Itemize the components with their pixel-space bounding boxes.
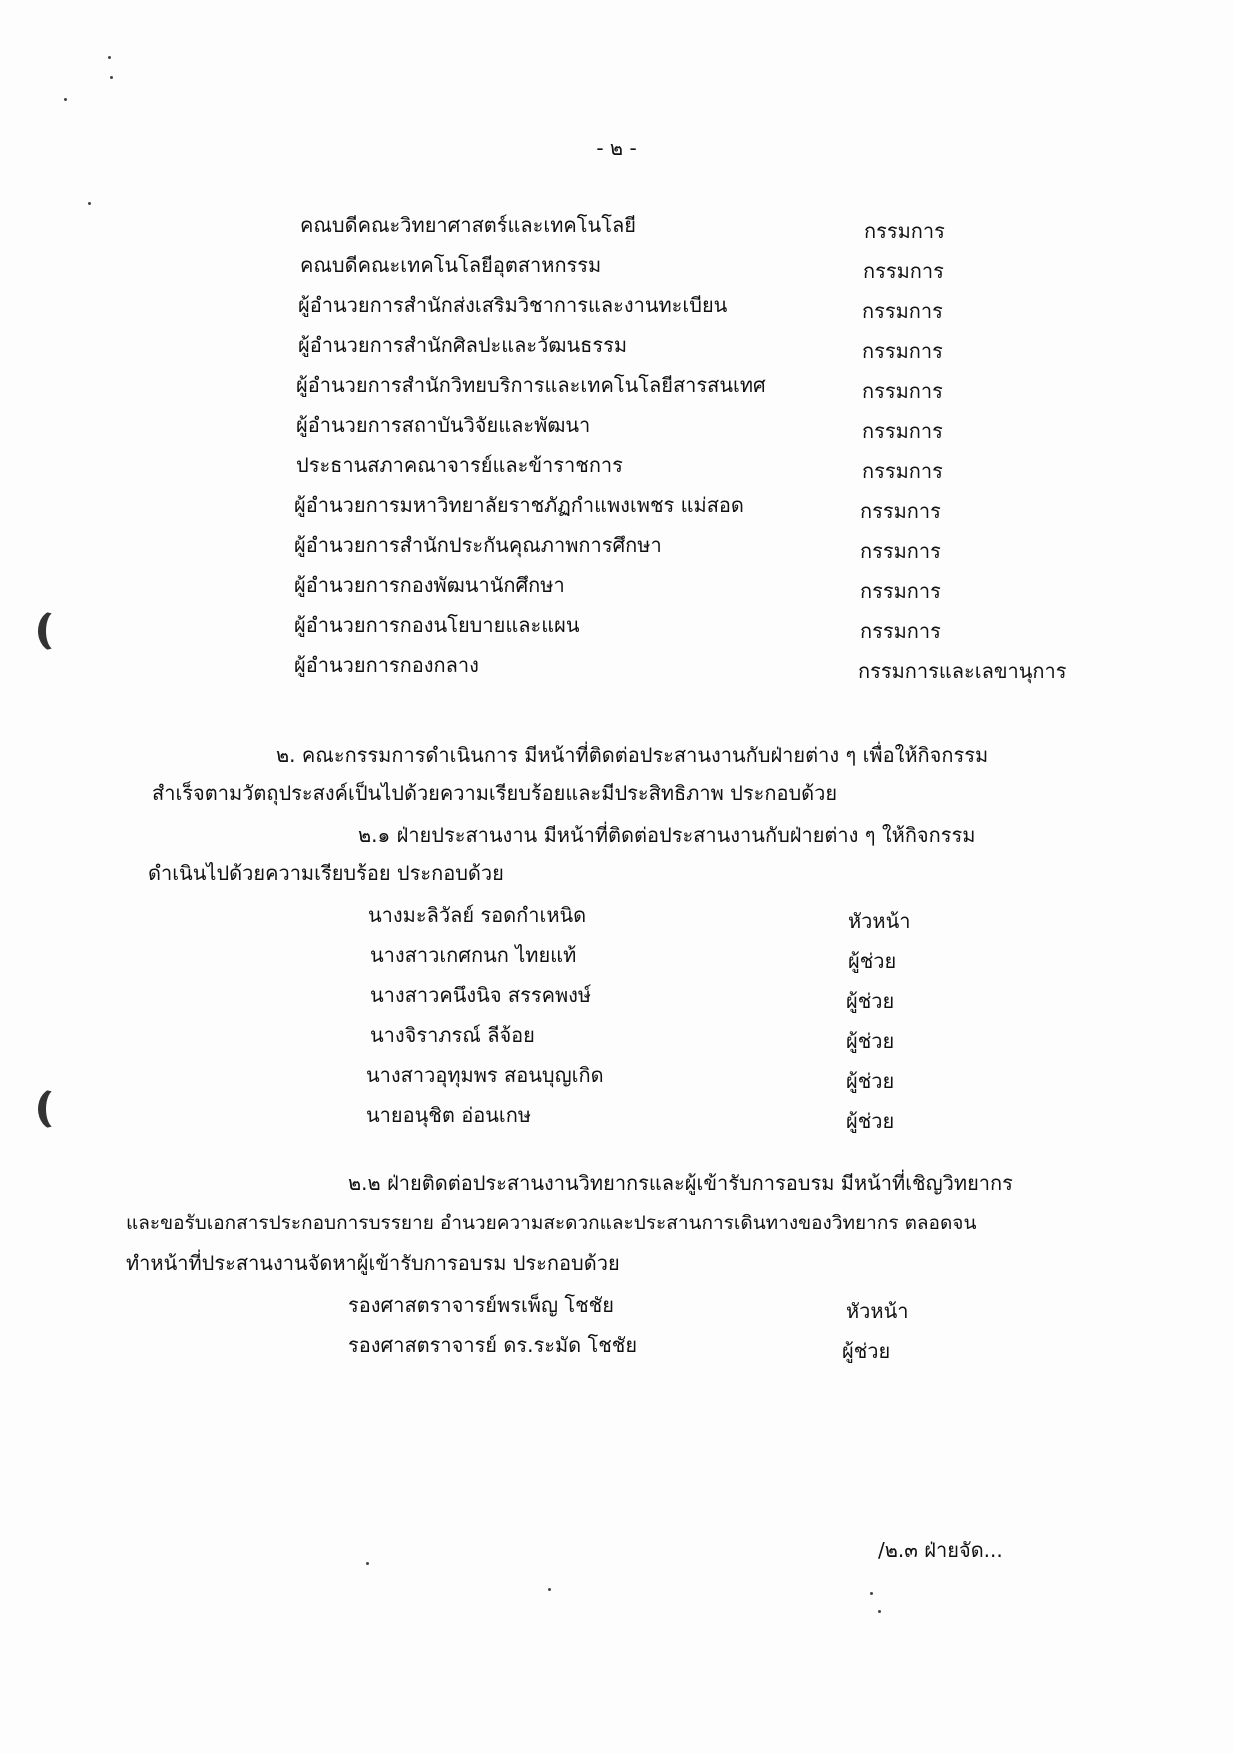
member-name: ผู้อำนวยการสำนักประกันคุณภาพการศึกษา <box>294 533 662 557</box>
member-name: ผู้อำนวยการกองกลาง <box>294 653 479 677</box>
member-name: รองศาสตราจารย์พรเพ็ญ โชชัย <box>348 1293 614 1317</box>
list-item <box>366 1058 926 1092</box>
list-item <box>300 208 960 242</box>
member-name: คณบดีคณะวิทยาศาสตร์และเทคโนโลยี <box>300 213 636 237</box>
list-item <box>370 938 930 972</box>
list-item <box>348 1328 908 1362</box>
list-item <box>298 288 958 322</box>
member-role: กรรมการ <box>860 619 941 643</box>
member-name: ผู้อำนวยการกองพัฒนานักศึกษา <box>294 573 565 597</box>
section-2-line-2: สำเร็จตามวัตถุประสงค์เป็นไปด้วยความเรียบร้อยและมีประสิทธิภาพ ประกอบด้วย <box>152 781 838 805</box>
scan-speck <box>870 1592 873 1595</box>
list-item <box>298 328 958 362</box>
list-item <box>294 488 954 522</box>
member-name: ผู้อำนวยการสำนักศิลปะและวัฒนธรรม <box>298 333 628 357</box>
list-item <box>300 248 960 282</box>
punch-hole-mark <box>38 610 72 652</box>
member-role: กรรมการ <box>863 259 944 283</box>
scan-speck <box>878 1610 881 1613</box>
member-role: กรรมการ <box>860 499 941 523</box>
continuation-note: /๒.๓ ฝ่ายจัด... <box>878 1538 1003 1562</box>
section-2-2-line-2: และขอรับเอกสารประกอบการบรรยาย อำนวยความสะดวกและประสานการเดินทางของวิทยากร ตลอดจน <box>126 1212 977 1234</box>
list-item <box>296 408 956 442</box>
member-name: ผู้อำนวยการสถาบันวิจัยและพัฒนา <box>296 413 591 437</box>
member-role: ผู้ช่วย <box>842 1339 891 1363</box>
scan-speck <box>108 56 111 59</box>
member-role: หัวหน้า <box>846 1299 909 1323</box>
member-name: นางสาวเกศกนก ไทยแท้ <box>370 943 577 967</box>
scan-speck <box>366 1562 369 1565</box>
section-2-2-line-1: ๒.๒ ฝ่ายติดต่อประสานงานวิทยากรและผู้เข้ารับการอบรม มีหน้าที่เชิญวิทยากร <box>348 1171 1013 1195</box>
list-item <box>296 368 956 402</box>
scan-speck <box>64 98 67 101</box>
section-2-1-line-2: ดำเนินไปด้วยความเรียบร้อย ประกอบด้วย <box>148 861 504 885</box>
section-2-2-line-3: ทำหน้าที่ประสานงานจัดหาผู้เข้ารับการอบรม ประกอบด้วย <box>126 1251 620 1275</box>
member-name: รองศาสตราจารย์ ดร.ระมัด โชชัย <box>348 1333 638 1357</box>
page-number: - ๒ - <box>596 136 637 160</box>
member-role: ผู้ช่วย <box>846 1109 895 1133</box>
list-item <box>294 648 1074 682</box>
member-role: กรรมการ <box>862 419 943 443</box>
member-name: ผู้อำนวยการสำนักส่งเสริมวิชาการและงานทะเบียน <box>298 293 728 317</box>
list-item <box>296 448 956 482</box>
list-item <box>294 608 954 642</box>
member-name: นายอนุชิต อ่อนเกษ <box>366 1103 532 1127</box>
member-role: กรรมการและเลขานุการ <box>858 659 1067 683</box>
section-2-1-line-1: ๒.๑ ฝ่ายประสานงาน มีหน้าที่ติดต่อประสานงานกับฝ่ายต่าง ๆ ให้กิจกรรม <box>358 823 976 847</box>
member-name: นางสาวคนึงนิจ สรรคพงษ์ <box>370 983 592 1007</box>
member-role: กรรมการ <box>862 459 943 483</box>
member-name: คณบดีคณะเทคโนโลยีอุตสาหกรรม <box>300 253 602 277</box>
scan-speck <box>548 1588 551 1591</box>
member-role: ผู้ช่วย <box>846 989 895 1013</box>
list-item <box>370 978 930 1012</box>
list-item <box>370 1018 930 1052</box>
member-role: กรรมการ <box>862 339 943 363</box>
list-item <box>294 568 954 602</box>
member-role: ผู้ช่วย <box>848 949 897 973</box>
member-name: ผู้อำนวยการสำนักวิทยบริการและเทคโนโลยีสารสนเทศ <box>296 373 766 397</box>
list-item <box>368 898 928 932</box>
member-role: กรรมการ <box>862 379 943 403</box>
member-role: กรรมการ <box>860 539 941 563</box>
member-role: กรรมการ <box>862 299 943 323</box>
member-name: นางจิราภรณ์ ลีจ้อย <box>370 1023 535 1047</box>
member-name: นางมะลิวัลย์ รอดกำเหนิด <box>368 903 587 927</box>
scan-speck <box>88 202 91 205</box>
member-role: กรรมการ <box>860 579 941 603</box>
list-item <box>294 528 954 562</box>
list-item <box>366 1098 926 1132</box>
member-name: ผู้อำนวยการมหาวิทยาลัยราชภัฏกำแพงเพชร แม่สอด <box>294 493 744 517</box>
member-role: หัวหน้า <box>848 909 911 933</box>
member-name: ผู้อำนวยการกองนโยบายและแผน <box>294 613 580 637</box>
section-2-line-1: ๒. คณะกรรมการดำเนินการ มีหน้าที่ติดต่อประสานงานกับฝ่ายต่าง ๆ เพื่อให้กิจกรรม <box>276 743 989 767</box>
member-role: กรรมการ <box>864 219 945 243</box>
member-role: ผู้ช่วย <box>846 1029 895 1053</box>
punch-hole-mark <box>38 1088 72 1130</box>
member-name: ประธานสภาคณาจารย์และข้าราชการ <box>296 453 623 477</box>
list-item <box>348 1288 908 1322</box>
member-name: นางสาวอุทุมพร สอนบุญเกิด <box>366 1063 604 1087</box>
scan-speck <box>110 76 113 79</box>
member-role: ผู้ช่วย <box>846 1069 895 1093</box>
